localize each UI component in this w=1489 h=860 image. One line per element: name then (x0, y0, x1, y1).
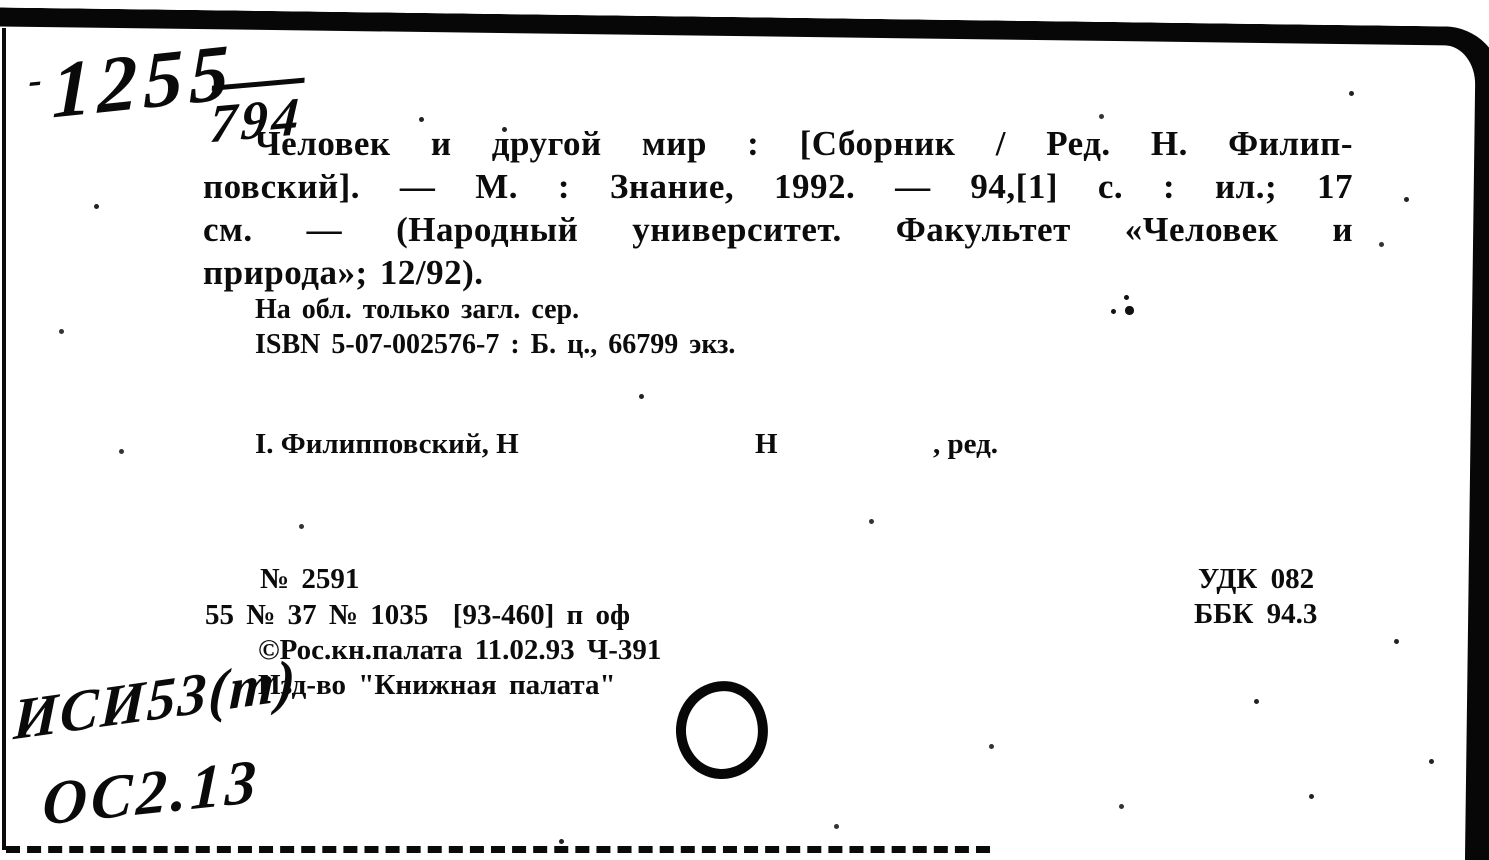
tracing-editor-name: I. Филипповский, Н (255, 428, 519, 460)
cover-note: На обл. только загл. сер. (255, 294, 580, 325)
udk-classification: УДК 082 (1198, 563, 1315, 595)
isbn-line: ISBN 5-07-002576-7 : Б. ц., 66799 экз. (255, 329, 736, 360)
bib-title-line: Человек и другой мир : [Сборник / Ред. Н. Филип- (255, 124, 1353, 163)
tracing-initial: Н (755, 428, 778, 460)
handwritten-call-number-top: - 1255 (29, 27, 235, 140)
bib-imprint-line: повский]. — М. : Знание, 1992. — 94,[1] с. : ил.; 17 (203, 167, 1353, 206)
registration-codes: 55 № 37 № 1035 [93-460] п оф (205, 599, 631, 631)
bbk-classification: ББК 94.3 (1194, 598, 1318, 630)
publisher-line: Изд-во "Книжная палата" (258, 669, 616, 701)
registration-number: № 2591 (260, 563, 360, 595)
handwritten-shelf-mark-line2: ОС2.13 (41, 747, 262, 839)
notes-block (255, 292, 735, 362)
bib-series-end-line: природа»; 12/92). (203, 253, 484, 292)
handwritten-shelf-mark-line1: ИСИ53(т) (12, 646, 299, 753)
card-left-edge-line (2, 28, 6, 850)
scan-noise-specks (0, 0, 3, 3)
handwritten-call-number-bottom: 794 (208, 78, 304, 156)
bib-series-line: см. — (Народный университет. Факультет «Человек и (203, 210, 1353, 249)
card-bottom-dashed-edge (6, 846, 990, 853)
tracing-role: , ред. (933, 428, 999, 460)
copyright-line: ©Рос.кн.палата 11.02.93 Ч-391 (258, 634, 662, 666)
bibliographic-description (203, 122, 1353, 294)
